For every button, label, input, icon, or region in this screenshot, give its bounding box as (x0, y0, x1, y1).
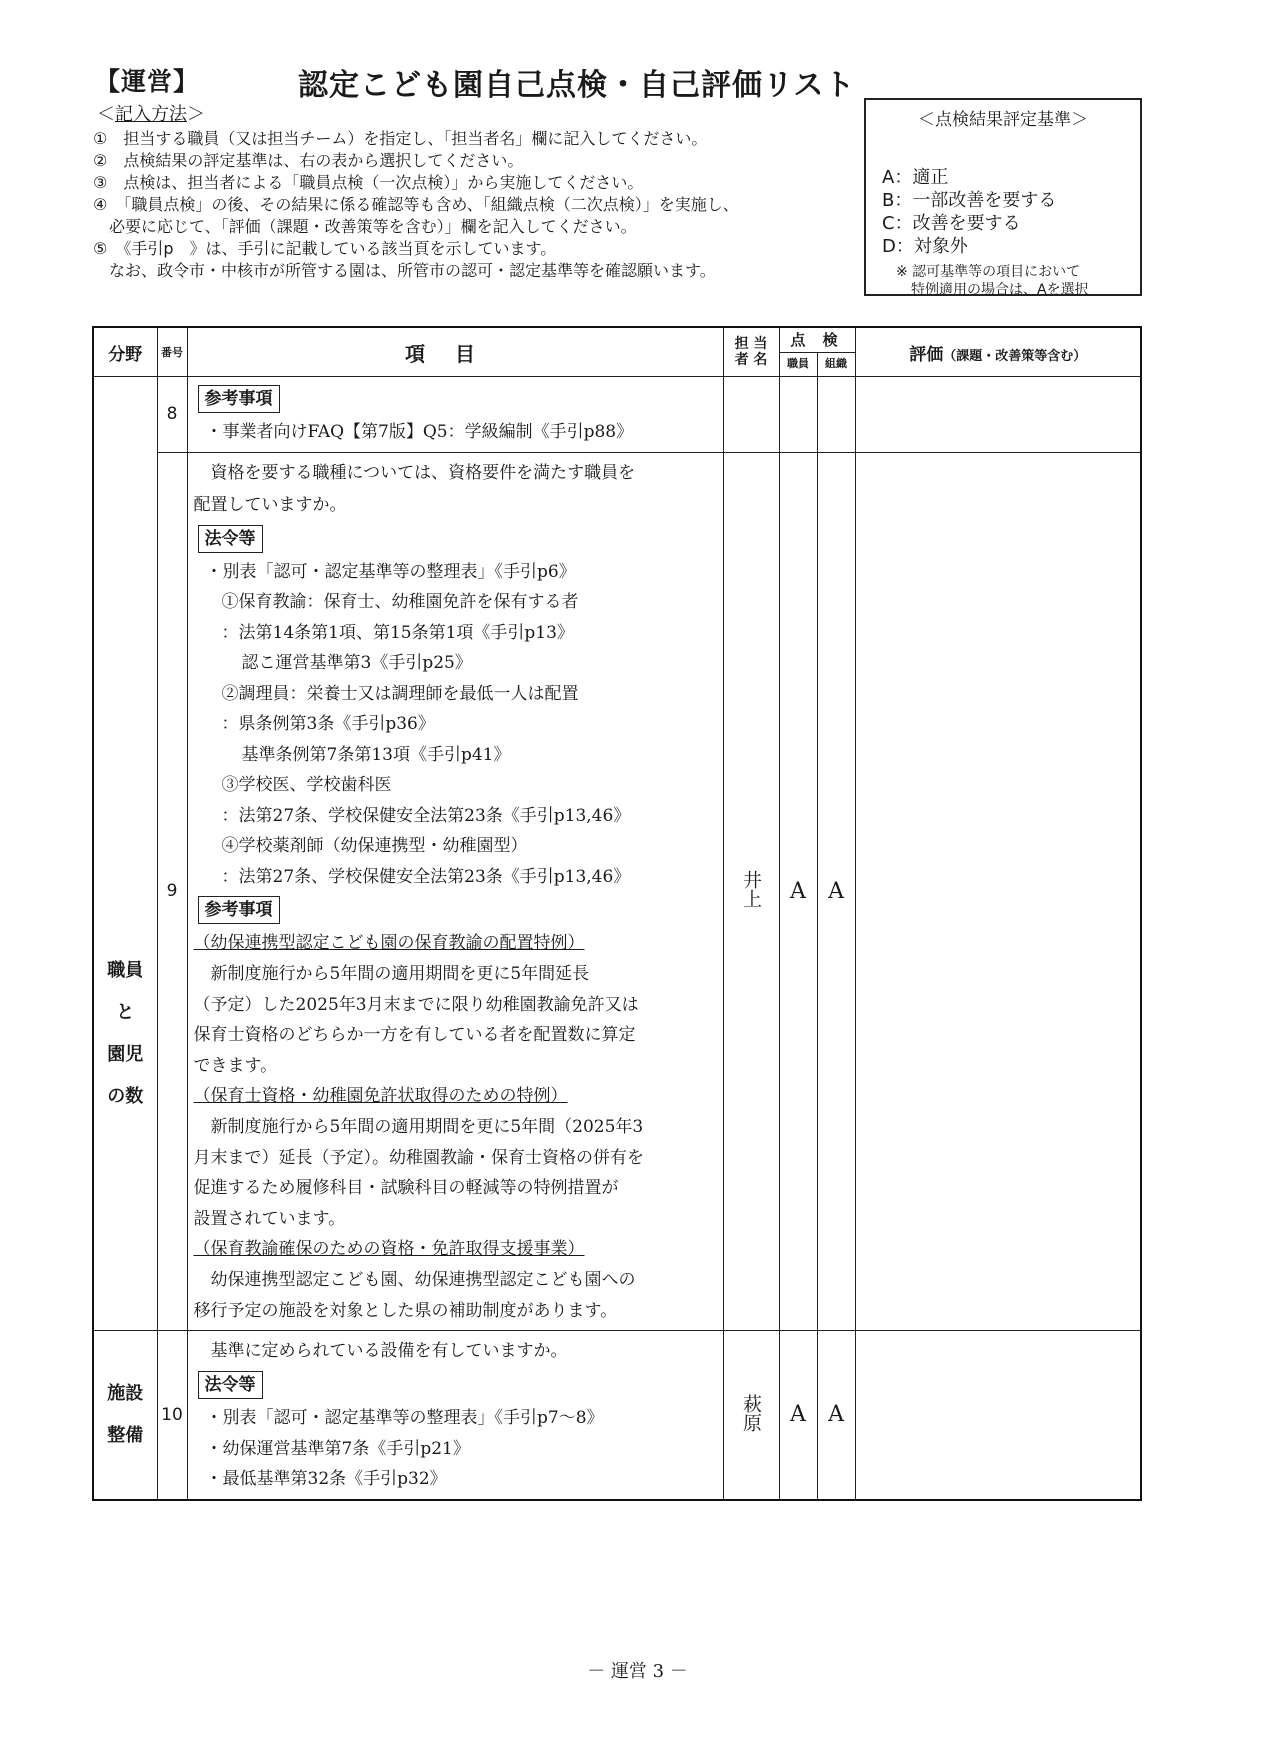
criteria-item: D：対象外 (882, 236, 968, 257)
person-cell[interactable]: 井上 (723, 452, 779, 1331)
org-check-cell[interactable]: A (817, 452, 855, 1331)
checklist-table (92, 326, 1142, 1501)
table-header-row (93, 327, 1141, 377)
paragraph-line: （予定）した2025年3月末までに限り幼稚園教諭免許又は (193, 994, 639, 1015)
paragraph-line: 月末まで）延長（予定）。幼稚園教諭・保育士資格の併有を (193, 1147, 644, 1168)
instructions-heading: ＜記入方法＞ (97, 104, 205, 125)
table-row (93, 1331, 1141, 1500)
criteria-heading: ＜点検結果評定基準＞ (918, 110, 1088, 130)
header-person: 担 当 者 名 (723, 327, 779, 377)
evaluation-cell[interactable] (855, 452, 1141, 1331)
table-row (93, 452, 1141, 1331)
law-line: ：法第14条第1項、第15条第1項《手引p13》 (221, 622, 574, 643)
paragraph-line: できます。 (193, 1055, 278, 1076)
law-line: ：法第27条、学校保健安全法第23条《手引p13,46》 (221, 805, 631, 826)
law-line: ④学校薬剤師（幼保連携型・幼稚園型） (221, 836, 528, 856)
person-cell[interactable] (723, 377, 779, 453)
org-check-cell[interactable]: A (817, 1331, 855, 1500)
item-cell (187, 1331, 723, 1500)
law-line: ・幼保運営基準第7条《手引p21》 (205, 1438, 470, 1459)
header-check-staff: 職員 (787, 357, 809, 370)
law-label: 法令等 (198, 1371, 263, 1399)
person-cell[interactable]: 萩原 (723, 1331, 779, 1500)
instruction-line: ⑤ 《手引p 》は、手引に記載している該当頁を示しています。 (93, 239, 557, 258)
subsection-title: （保育士資格・幼稚園免許状取得のための特例） (193, 1086, 568, 1106)
header-item: 項目 (187, 327, 723, 377)
header-check-org: 組織 (817, 353, 855, 376)
org-check-cell[interactable] (817, 377, 855, 453)
law-line: 認こ運営基準第3《手引p25》 (241, 653, 472, 673)
row-number: 9 (157, 452, 187, 1331)
law-line: ・別表「認可・認定基準等の整理表」《手引p6》 (205, 561, 576, 582)
law-line: 基準条例第7条第13項《手引p41》 (241, 744, 511, 765)
field-cell: 職員 と 園児 の数 (93, 377, 157, 1331)
staff-check-cell[interactable]: A (779, 1331, 817, 1500)
criteria-box (864, 98, 1142, 296)
law-line: ：法第27条、学校保健安全法第23条《手引p13,46》 (221, 866, 631, 887)
law-line: ：県条例第3条《手引p36》 (221, 714, 435, 734)
paragraph-line: 移行予定の施設を対象とした県の補助制度があります。 (193, 1300, 618, 1321)
evaluation-cell[interactable] (855, 1331, 1141, 1500)
paragraph-line: 設置されています。 (193, 1208, 346, 1229)
instructions (93, 104, 853, 282)
criteria-item: C：改善を要する (882, 213, 1021, 234)
reference-label: 参考事項 (198, 385, 280, 413)
instruction-line: ③ 点検は、担当者による「職員点検（一次点検）」から実施してください。 (93, 173, 644, 192)
paragraph-line: 幼保連携型認定こども園、幼保連携型認定こども園への (210, 1269, 636, 1290)
instruction-line: 必要に応じて、「評価（課題・改善策等を含む）」欄を記入してください。 (93, 217, 637, 236)
instruction-line: ④ 「職員点検」の後、その結果に係る確認等も含め、「組織点検（二次点検）」を実施し、 (93, 195, 739, 214)
staff-check-cell[interactable]: A (779, 452, 817, 1331)
criteria-note: ※ 認可基準等の項目において 特例適用の場合は、Aを選択 (896, 264, 1089, 298)
section-tag: 【運営】 (95, 67, 200, 96)
law-line: ・最低基準第32条《手引p32》 (205, 1469, 447, 1489)
question: 基準に定められている設備を有していますか。 (210, 1341, 568, 1361)
reference-line: ・事業者向けFAQ【第7版】Q5：学級編制《手引p88》 (205, 422, 634, 442)
law-label: 法令等 (198, 525, 263, 553)
criteria-item: A：適正 (882, 167, 949, 188)
paragraph-line: 保育士資格のどちらか一方を有している者を配置数に算定 (193, 1025, 636, 1045)
instruction-line: ② 点検結果の評定基準は、右の表から選択してください。 (93, 151, 524, 170)
paragraph-line: 新制度施行から5年間の適用期間を更に5年間延長 (210, 963, 590, 984)
item-cell (187, 452, 723, 1331)
row-number: 10 (157, 1331, 187, 1500)
law-line: ③学校医、学校歯科医 (221, 775, 392, 795)
header-number: 番号 (157, 327, 187, 377)
staff-check-cell[interactable] (779, 377, 817, 453)
evaluation-cell[interactable] (855, 377, 1141, 453)
table-row (93, 377, 1141, 453)
paragraph-line: 促進するため履修科目・試験科目の軽減等の特例措置が (193, 1178, 619, 1198)
row-number: 8 (157, 377, 187, 453)
item-cell (187, 377, 723, 453)
question: 資格を要する職種については、資格要件を満たす職員を 配置していますか。 (193, 462, 636, 515)
header-field: 分野 (93, 327, 157, 377)
page-number: － 運営 3 － (587, 1661, 688, 1682)
header-evaluation: 評価（課題・改善策等含む） (855, 327, 1141, 377)
criteria-item: B：一部改善を要する (882, 190, 1057, 211)
instruction-line: ① 担当する職員（又は担当チーム）を指定し、「担当者名」欄に記入してください。 (93, 129, 708, 148)
law-line: ②調理員：栄養士又は調理師を最低一人は配置 (221, 683, 579, 704)
law-line: ・別表「認可・認定基準等の整理表」《手引p7～8》 (205, 1408, 604, 1428)
page-title: 認定こども園自己点検・自己評価リスト (298, 68, 856, 103)
subsection-title: （保育教諭確保のための資格・免許取得支援事業） (193, 1239, 585, 1259)
instruction-line: なお、政令市・中核市が所管する園は、所管市の認可・認定基準等を確認願います。 (93, 261, 716, 280)
reference-label: 参考事項 (198, 896, 280, 924)
subsection-title: （幼保連携型認定こども園の保育教諭の配置特例） (193, 933, 585, 953)
field-cell: 施設 整備 (93, 1331, 157, 1500)
header-check: 点 検 職員 組織 (779, 327, 855, 377)
paragraph-line: 新制度施行から5年間の適用期間を更に5年間（2025年3 (210, 1116, 644, 1137)
law-line: ①保育教諭：保育士、幼稚園免許を保有する者 (221, 592, 579, 612)
